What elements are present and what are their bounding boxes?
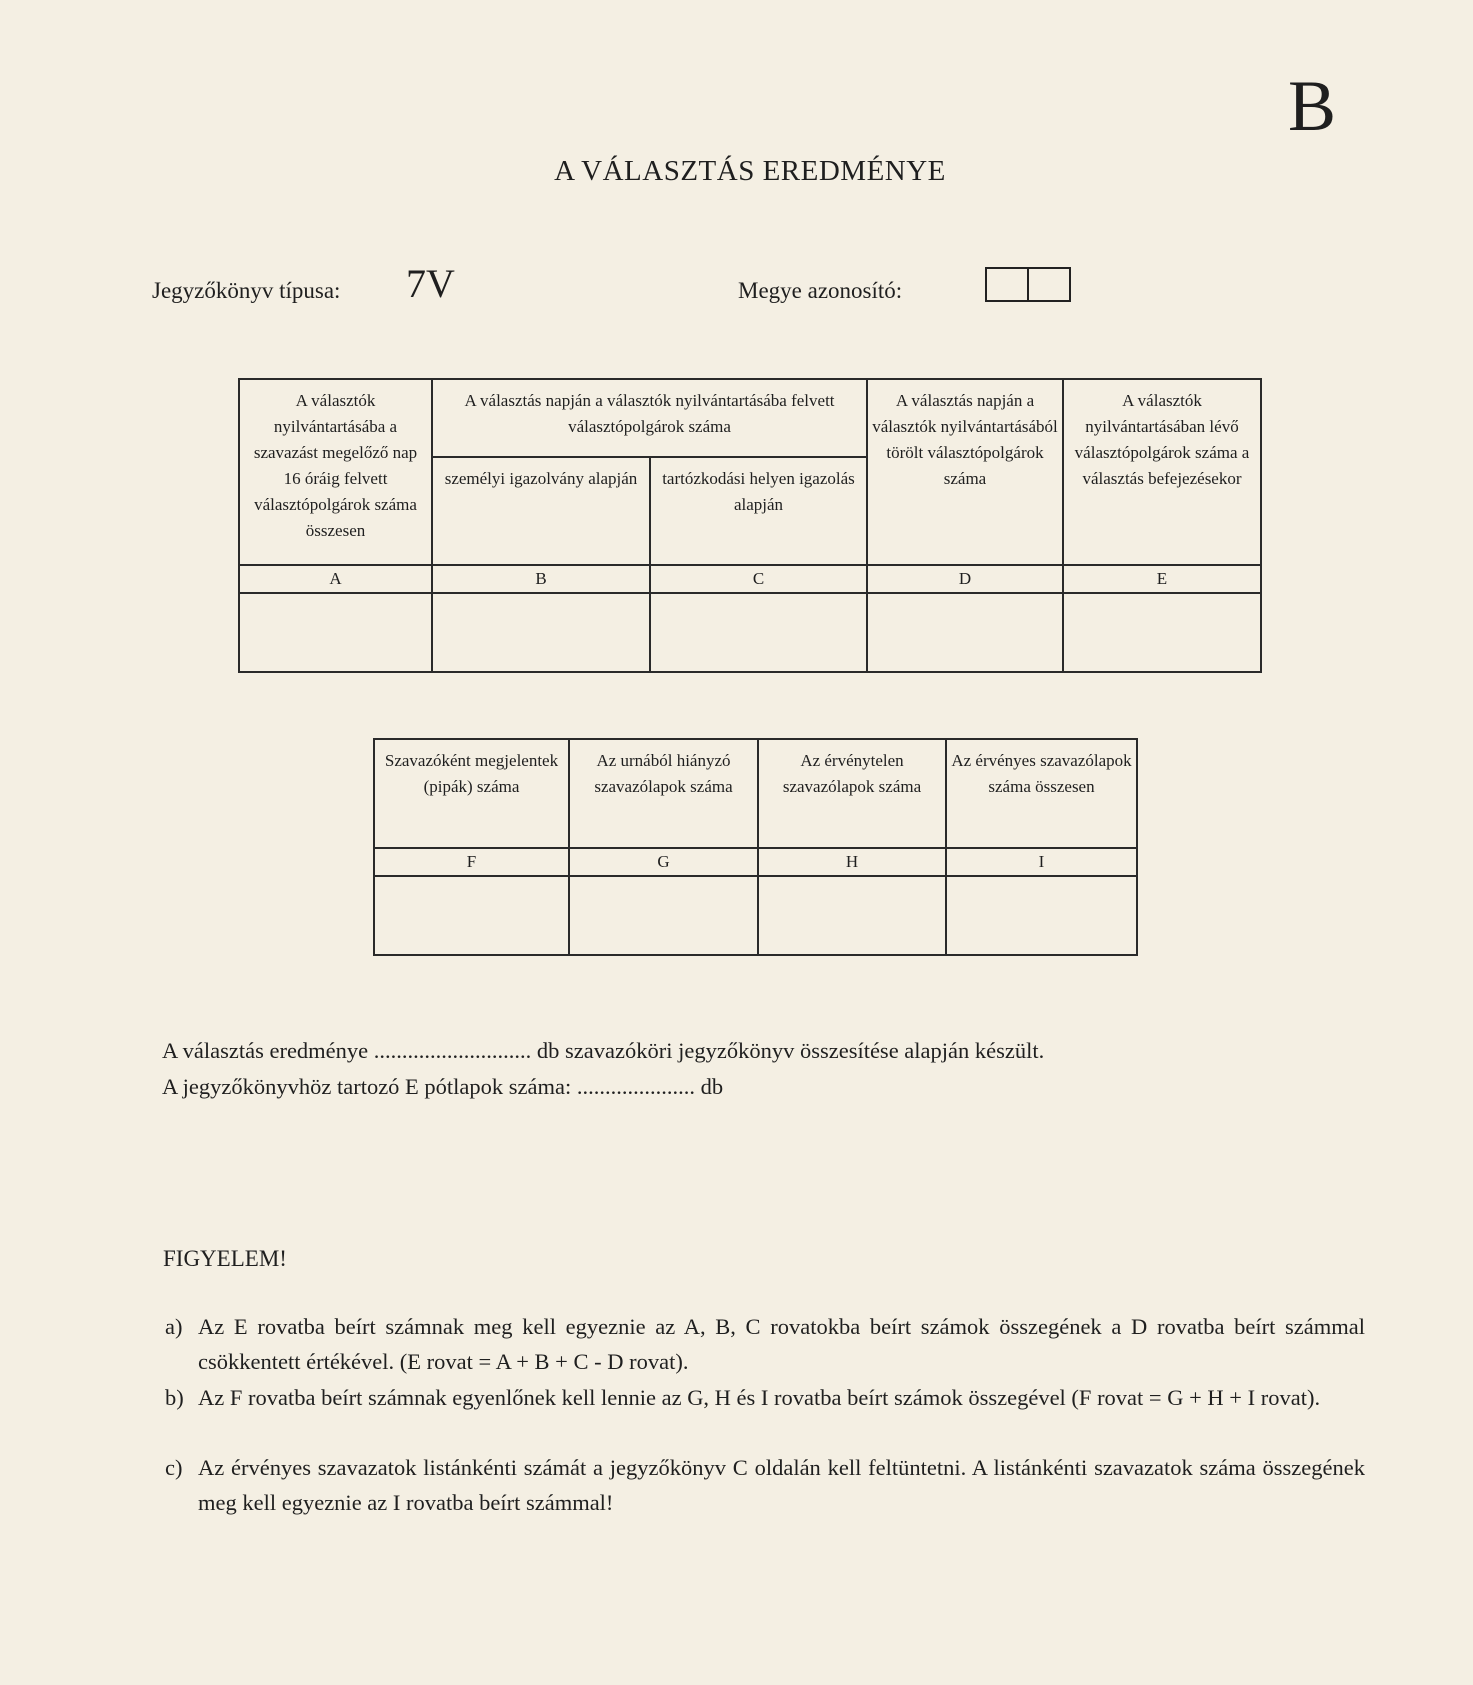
summary-line-results: A választás eredménye ............................ db szavazóköri jegyzőkönyv összesítése alapján készült. [162, 1038, 1045, 1063]
entry-cell-g[interactable] [569, 876, 758, 955]
col-b-header: személyi igazolvány alapján [432, 457, 650, 565]
entry-cell-c[interactable] [650, 593, 867, 672]
col-letter-d: D [867, 565, 1063, 593]
entry-cell-i[interactable] [946, 876, 1137, 955]
county-id-box-2[interactable] [1027, 267, 1071, 302]
col-letter-a: A [239, 565, 432, 593]
col-letter-f: F [374, 848, 569, 876]
ballots-table [373, 738, 1138, 956]
notice-item-marker: c) [165, 1455, 183, 1480]
notice-item-text: Az F rovatba beírt számnak egyenlőnek kell lennie az G, H és I rovatba beírt számok összegével (F rovat = G + H + I rovat). [198, 1385, 1321, 1410]
entry-cell-a[interactable] [239, 593, 432, 672]
notice-item-b [165, 1380, 1365, 1415]
col-f-header: Szavazóként megjelentek (pipák) száma [374, 739, 569, 848]
entry-cell-d[interactable] [867, 593, 1063, 672]
col-bc-group-header: A választás napján a választók nyilvántartásába felvett választópolgárok száma [432, 379, 867, 457]
county-id-label: Megye azonosító: [738, 278, 903, 303]
col-c-header: tartózkodási helyen igazolás alapján [650, 457, 867, 565]
notice-item-a [165, 1309, 1365, 1379]
col-e-header: A választók nyilvántartásában lévő választópolgárok száma a választás befejezésekor [1063, 379, 1261, 565]
notice-item-marker: a) [165, 1314, 183, 1339]
col-letter-c: C [650, 565, 867, 593]
col-g-header: Az urnából hiányzó szavazólapok száma [569, 739, 758, 848]
entry-cell-f[interactable] [374, 876, 569, 955]
col-h-header: Az érvénytelen szavazólapok száma [758, 739, 946, 848]
notice-item-text: Az érvényes szavazatok listánkénti számát a jegyzőkönyv C oldalán kell feltüntetni. A listánkénti szavazatok száma összegének meg kell egyeznie az I rovatba beírt számmal! [198, 1455, 1365, 1515]
notice-heading: FIGYELEM! [163, 1246, 287, 1271]
col-a-header: A választók nyilvántartásába a szavazást megelőző nap 16 óráig felvett választópolgárok száma összesen [239, 379, 432, 565]
col-letter-i: I [946, 848, 1137, 876]
notice-item-text: Az E rovatba beírt számnak meg kell egyeznie az A, B, C rovatokba beírt számok összegének a D rovatba beírt számmal csökkentett értékével. (E rovat = A + B + C - D rovat). [198, 1314, 1365, 1374]
registered-voters-table [238, 378, 1262, 673]
protocol-type-value: 7V [406, 261, 455, 306]
entry-cell-h[interactable] [758, 876, 946, 955]
col-letter-g: G [569, 848, 758, 876]
col-i-header: Az érvényes szavazólapok száma összesen [946, 739, 1137, 848]
protocol-type-label: Jegyzőkönyv típusa: [152, 278, 341, 303]
county-id-boxes [985, 267, 1069, 302]
col-letter-h: H [758, 848, 946, 876]
col-d-header: A választás napján a választók nyilvántartásából törölt választópolgárok száma [867, 379, 1063, 565]
page-letter: B [1288, 66, 1337, 146]
county-id-box-1[interactable] [985, 267, 1029, 302]
entry-cell-e[interactable] [1063, 593, 1261, 672]
summary-line-supplements: A jegyzőkönyvhöz tartozó E pótlapok száma: ..................... db [162, 1074, 724, 1099]
notice-item-c [165, 1450, 1365, 1520]
col-letter-b: B [432, 565, 650, 593]
col-letter-e: E [1063, 565, 1261, 593]
notice-item-marker: b) [165, 1385, 184, 1410]
entry-cell-b[interactable] [432, 593, 650, 672]
page-title: A VÁLASZTÁS EREDMÉNYE [554, 155, 946, 187]
